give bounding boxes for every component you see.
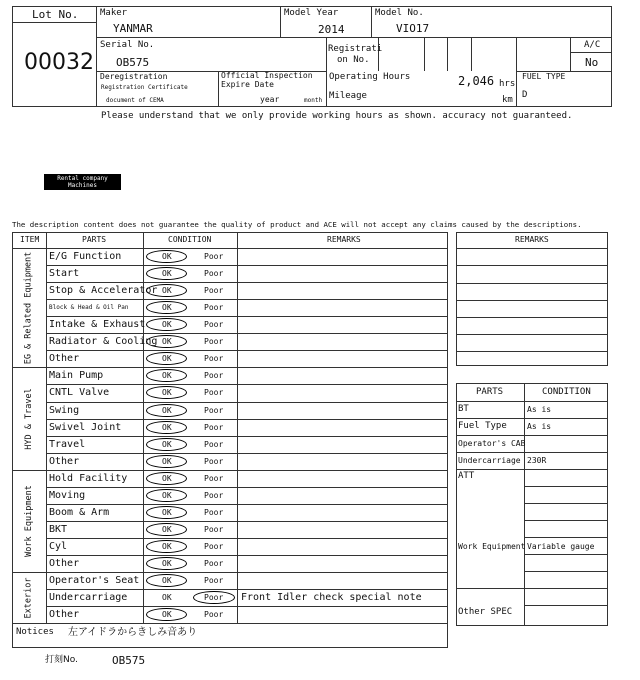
- divider: [46, 367, 448, 368]
- ok-option: OK: [162, 252, 172, 261]
- divider: [280, 6, 281, 37]
- divider: [456, 317, 608, 318]
- divider: [456, 265, 608, 266]
- divider: [46, 402, 448, 403]
- divider: [46, 487, 448, 488]
- divider: [46, 521, 448, 522]
- ok-selected-oval: [146, 489, 187, 502]
- divider: [456, 283, 608, 284]
- divider: [46, 419, 448, 420]
- poor-option: Poor: [204, 593, 224, 603]
- poor-option: Poor: [204, 507, 224, 517]
- divider: [524, 486, 608, 487]
- poor-option: Poor: [204, 252, 224, 261]
- ok-option: OK: [162, 439, 172, 449]
- divider: [456, 300, 608, 301]
- poor-option: Poor: [204, 269, 224, 279]
- divider: [524, 588, 608, 589]
- divider: [447, 37, 448, 71]
- lot-number: 00032: [24, 50, 94, 75]
- divider: [524, 571, 608, 572]
- km-unit: km: [502, 95, 513, 105]
- divider: [456, 401, 608, 402]
- ok-option: OK: [162, 388, 172, 398]
- divider: [456, 469, 608, 470]
- ok-option: OK: [162, 337, 172, 347]
- ok-option: OK: [162, 303, 172, 313]
- divider: [46, 572, 448, 573]
- divider: [46, 436, 448, 437]
- inspection-label-2: Expire Date: [221, 80, 274, 89]
- group-label: Exterior: [23, 577, 34, 619]
- divider: [46, 316, 448, 317]
- remarks-frame: [456, 232, 608, 366]
- right-parts-header: PARTS: [476, 387, 504, 397]
- parts-header: PARTS: [82, 235, 107, 244]
- ok-selected-oval: [146, 438, 187, 451]
- ok-option: OK: [162, 371, 172, 381]
- part-name: Other: [49, 353, 80, 365]
- ok-option: OK: [162, 559, 172, 569]
- disclaimer: Please understand that we only provide working hours as shown. accuracy not guaranteed.: [101, 111, 573, 121]
- group-label: HYD & Travel: [24, 387, 35, 450]
- serial-label: Serial No.: [100, 40, 155, 50]
- part-name: Other: [49, 558, 80, 570]
- part-name: Stop & Accelerator: [49, 285, 158, 297]
- registration-certificate-label: Registration Certificate: [101, 84, 188, 91]
- ok-option: OK: [162, 576, 172, 586]
- ok-selected-oval: [146, 455, 187, 468]
- divider: [456, 588, 524, 589]
- hrs-unit: hrs: [499, 79, 516, 89]
- ok-selected-oval: [146, 404, 187, 417]
- poor-option: Poor: [204, 524, 224, 534]
- divider: [46, 384, 448, 385]
- poor-option: Poor: [204, 337, 224, 347]
- group-label: EG & Related Equipment: [24, 251, 34, 364]
- poor-option: Poor: [204, 286, 224, 296]
- divider: [371, 6, 372, 37]
- ok-option: OK: [162, 542, 172, 552]
- notices-value: 左アイドラからきしみ音あり: [68, 627, 198, 639]
- poor-option: Poor: [204, 320, 224, 330]
- poor-option: Poor: [204, 559, 224, 569]
- part-name: Other: [49, 455, 80, 467]
- remark-text: Front Idler check special note: [241, 592, 422, 604]
- divider: [12, 22, 97, 23]
- poor-option: Poor: [204, 456, 224, 466]
- divider: [46, 538, 448, 539]
- ok-option: OK: [162, 320, 172, 330]
- ok-option: OK: [162, 507, 172, 517]
- spec-part: Work Equipment: [458, 542, 526, 551]
- ok-option: OK: [162, 593, 172, 603]
- ok-option: OK: [162, 405, 172, 415]
- divider: [424, 37, 425, 71]
- part-name: Start: [49, 268, 80, 280]
- poor-option: Poor: [204, 490, 224, 500]
- divider: [570, 37, 571, 71]
- divider: [570, 52, 612, 53]
- ok-option: OK: [162, 473, 172, 483]
- ac-label: A/C: [584, 40, 601, 50]
- part-name: Swing: [49, 404, 80, 416]
- item-header: ITEM: [20, 235, 40, 244]
- poor-option: Poor: [204, 405, 224, 415]
- document-cema-label: document of CEMA: [106, 97, 164, 104]
- ac-value: No: [585, 56, 599, 69]
- divider: [46, 453, 448, 454]
- divider: [46, 589, 448, 590]
- ok-option: OK: [162, 269, 172, 279]
- poor-option: Poor: [204, 388, 224, 398]
- part-name: Undercarriage: [49, 592, 128, 604]
- divider: [12, 248, 448, 249]
- part-name: E/G Function: [49, 251, 122, 262]
- serial-value: OB575: [116, 56, 150, 69]
- part-name: Travel: [49, 438, 86, 450]
- parts-frame: [456, 383, 608, 626]
- divider: [516, 37, 517, 107]
- mileage-label: Mileage: [329, 91, 367, 101]
- notices-label: Notices: [16, 627, 54, 638]
- divider: [46, 606, 448, 607]
- part-name: Radiator & Cooling: [49, 336, 158, 348]
- spec-part: Other SPEC: [458, 607, 513, 617]
- lot-label: Lot No.: [32, 8, 79, 21]
- month-label: month: [304, 97, 323, 104]
- divider: [471, 37, 472, 71]
- registration-label-2: on No.: [337, 55, 370, 65]
- divider: [237, 232, 238, 623]
- divider: [96, 37, 612, 38]
- operating-hours-value: 2,046: [458, 74, 495, 88]
- spec-part: Fuel Type: [458, 421, 507, 431]
- part-name: Intake & Exhaust: [49, 319, 146, 331]
- year-label: year: [260, 95, 280, 104]
- spec-part: ATT: [458, 471, 475, 481]
- description-note: The description content does not guarantee the quality of product and ACE will not accept any claims caused by the descriptions.: [12, 220, 582, 229]
- ok-option: OK: [162, 456, 172, 466]
- divider: [218, 71, 219, 107]
- divider: [524, 605, 608, 606]
- spec-condition: 230R: [527, 456, 547, 465]
- registration-label: Registrati: [328, 44, 383, 54]
- ok-selected-oval: [146, 557, 187, 570]
- part-name: Cyl: [49, 541, 68, 553]
- divider: [456, 435, 608, 436]
- ok-selected-oval: [146, 250, 187, 263]
- stamp-value: OB575: [112, 654, 146, 667]
- poor-option: Poor: [204, 576, 224, 586]
- divider: [378, 37, 379, 71]
- divider: [46, 350, 448, 351]
- rental-badge-line1: Rental company: [57, 175, 108, 182]
- right-condition-header: CONDITION: [542, 387, 591, 397]
- operating-hours-label: Operating Hours: [329, 72, 411, 82]
- part-name: Hold Facility: [49, 472, 128, 484]
- divider: [46, 555, 448, 556]
- fuel-type-value: D: [522, 90, 528, 100]
- spec-part: Undercarriage: [458, 456, 521, 465]
- group-label: Work Equipment: [24, 485, 35, 557]
- divider: [524, 537, 608, 538]
- ok-selected-oval: [146, 267, 187, 280]
- divider: [524, 503, 608, 504]
- ok-selected-oval: [146, 472, 187, 485]
- ok-option: OK: [162, 422, 172, 432]
- stamp-label: 打刻No.: [45, 655, 78, 665]
- part-name: Boom & Arm: [49, 506, 110, 518]
- part-name: Moving: [49, 489, 86, 501]
- divider: [46, 265, 448, 266]
- poor-option: Poor: [204, 439, 224, 449]
- poor-option: Poor: [204, 422, 224, 432]
- spec-condition: Variable gauge: [527, 542, 595, 551]
- ok-selected-oval: [146, 523, 187, 536]
- divider: [46, 232, 47, 623]
- rental-badge-line2: Machines: [68, 182, 97, 189]
- spec-condition: As is: [527, 422, 552, 431]
- maker-value: YANMAR: [113, 22, 153, 35]
- condition-header: CONDITION: [168, 235, 212, 244]
- model-year-label: Model Year: [284, 8, 339, 18]
- divider: [456, 452, 608, 453]
- fuel-type-label: FUEL TYPE: [522, 72, 566, 81]
- divider: [524, 520, 608, 521]
- ok-option: OK: [162, 610, 172, 620]
- ok-option: OK: [162, 286, 172, 296]
- poor-option: Poor: [204, 542, 224, 552]
- inspection-label: Official Inspection: [221, 71, 313, 80]
- poor-option: Poor: [204, 371, 224, 381]
- divider: [46, 333, 448, 334]
- model-year-value: 2014: [318, 23, 345, 36]
- divider: [456, 418, 608, 419]
- spec-part: Operator's CAB: [458, 439, 526, 448]
- ok-selected-oval: [146, 421, 187, 434]
- divider: [46, 470, 448, 471]
- deregistration-label: Deregistration: [100, 72, 168, 81]
- divider: [12, 623, 448, 624]
- divider: [524, 554, 608, 555]
- part-name: CNTL Valve: [49, 387, 110, 399]
- divider: [456, 351, 608, 352]
- spec-condition: As is: [527, 405, 552, 414]
- divider: [46, 504, 448, 505]
- ok-option: OK: [162, 524, 172, 534]
- right-remarks-header: REMARKS: [515, 235, 549, 244]
- divider: [46, 282, 448, 283]
- poor-option: Poor: [204, 354, 224, 364]
- part-name: Block & Head & Oil Pan: [49, 304, 129, 312]
- ok-option: OK: [162, 490, 172, 500]
- part-name: Main Pump: [49, 370, 104, 382]
- spec-part: BT: [458, 404, 469, 414]
- divider: [326, 37, 327, 107]
- model-no-label: Model No.: [375, 8, 424, 18]
- part-name: Operator's Seat: [49, 575, 140, 587]
- ok-option: OK: [162, 354, 172, 364]
- maker-label: Maker: [100, 8, 128, 18]
- divider: [46, 299, 448, 300]
- part-name: Other: [49, 609, 80, 621]
- divider: [524, 383, 525, 626]
- part-name: BKT: [49, 523, 68, 535]
- divider: [456, 334, 608, 335]
- poor-option: Poor: [204, 303, 224, 313]
- divider: [456, 248, 608, 249]
- poor-option: Poor: [204, 610, 224, 620]
- remarks-header: REMARKS: [327, 235, 361, 244]
- ok-selected-oval: [146, 540, 187, 553]
- rental-company-badge: [44, 174, 121, 190]
- ok-selected-oval: [146, 506, 187, 519]
- model-no-value: VIO17: [396, 22, 430, 35]
- poor-option: Poor: [204, 473, 224, 483]
- part-name: Swivel Joint: [49, 421, 122, 433]
